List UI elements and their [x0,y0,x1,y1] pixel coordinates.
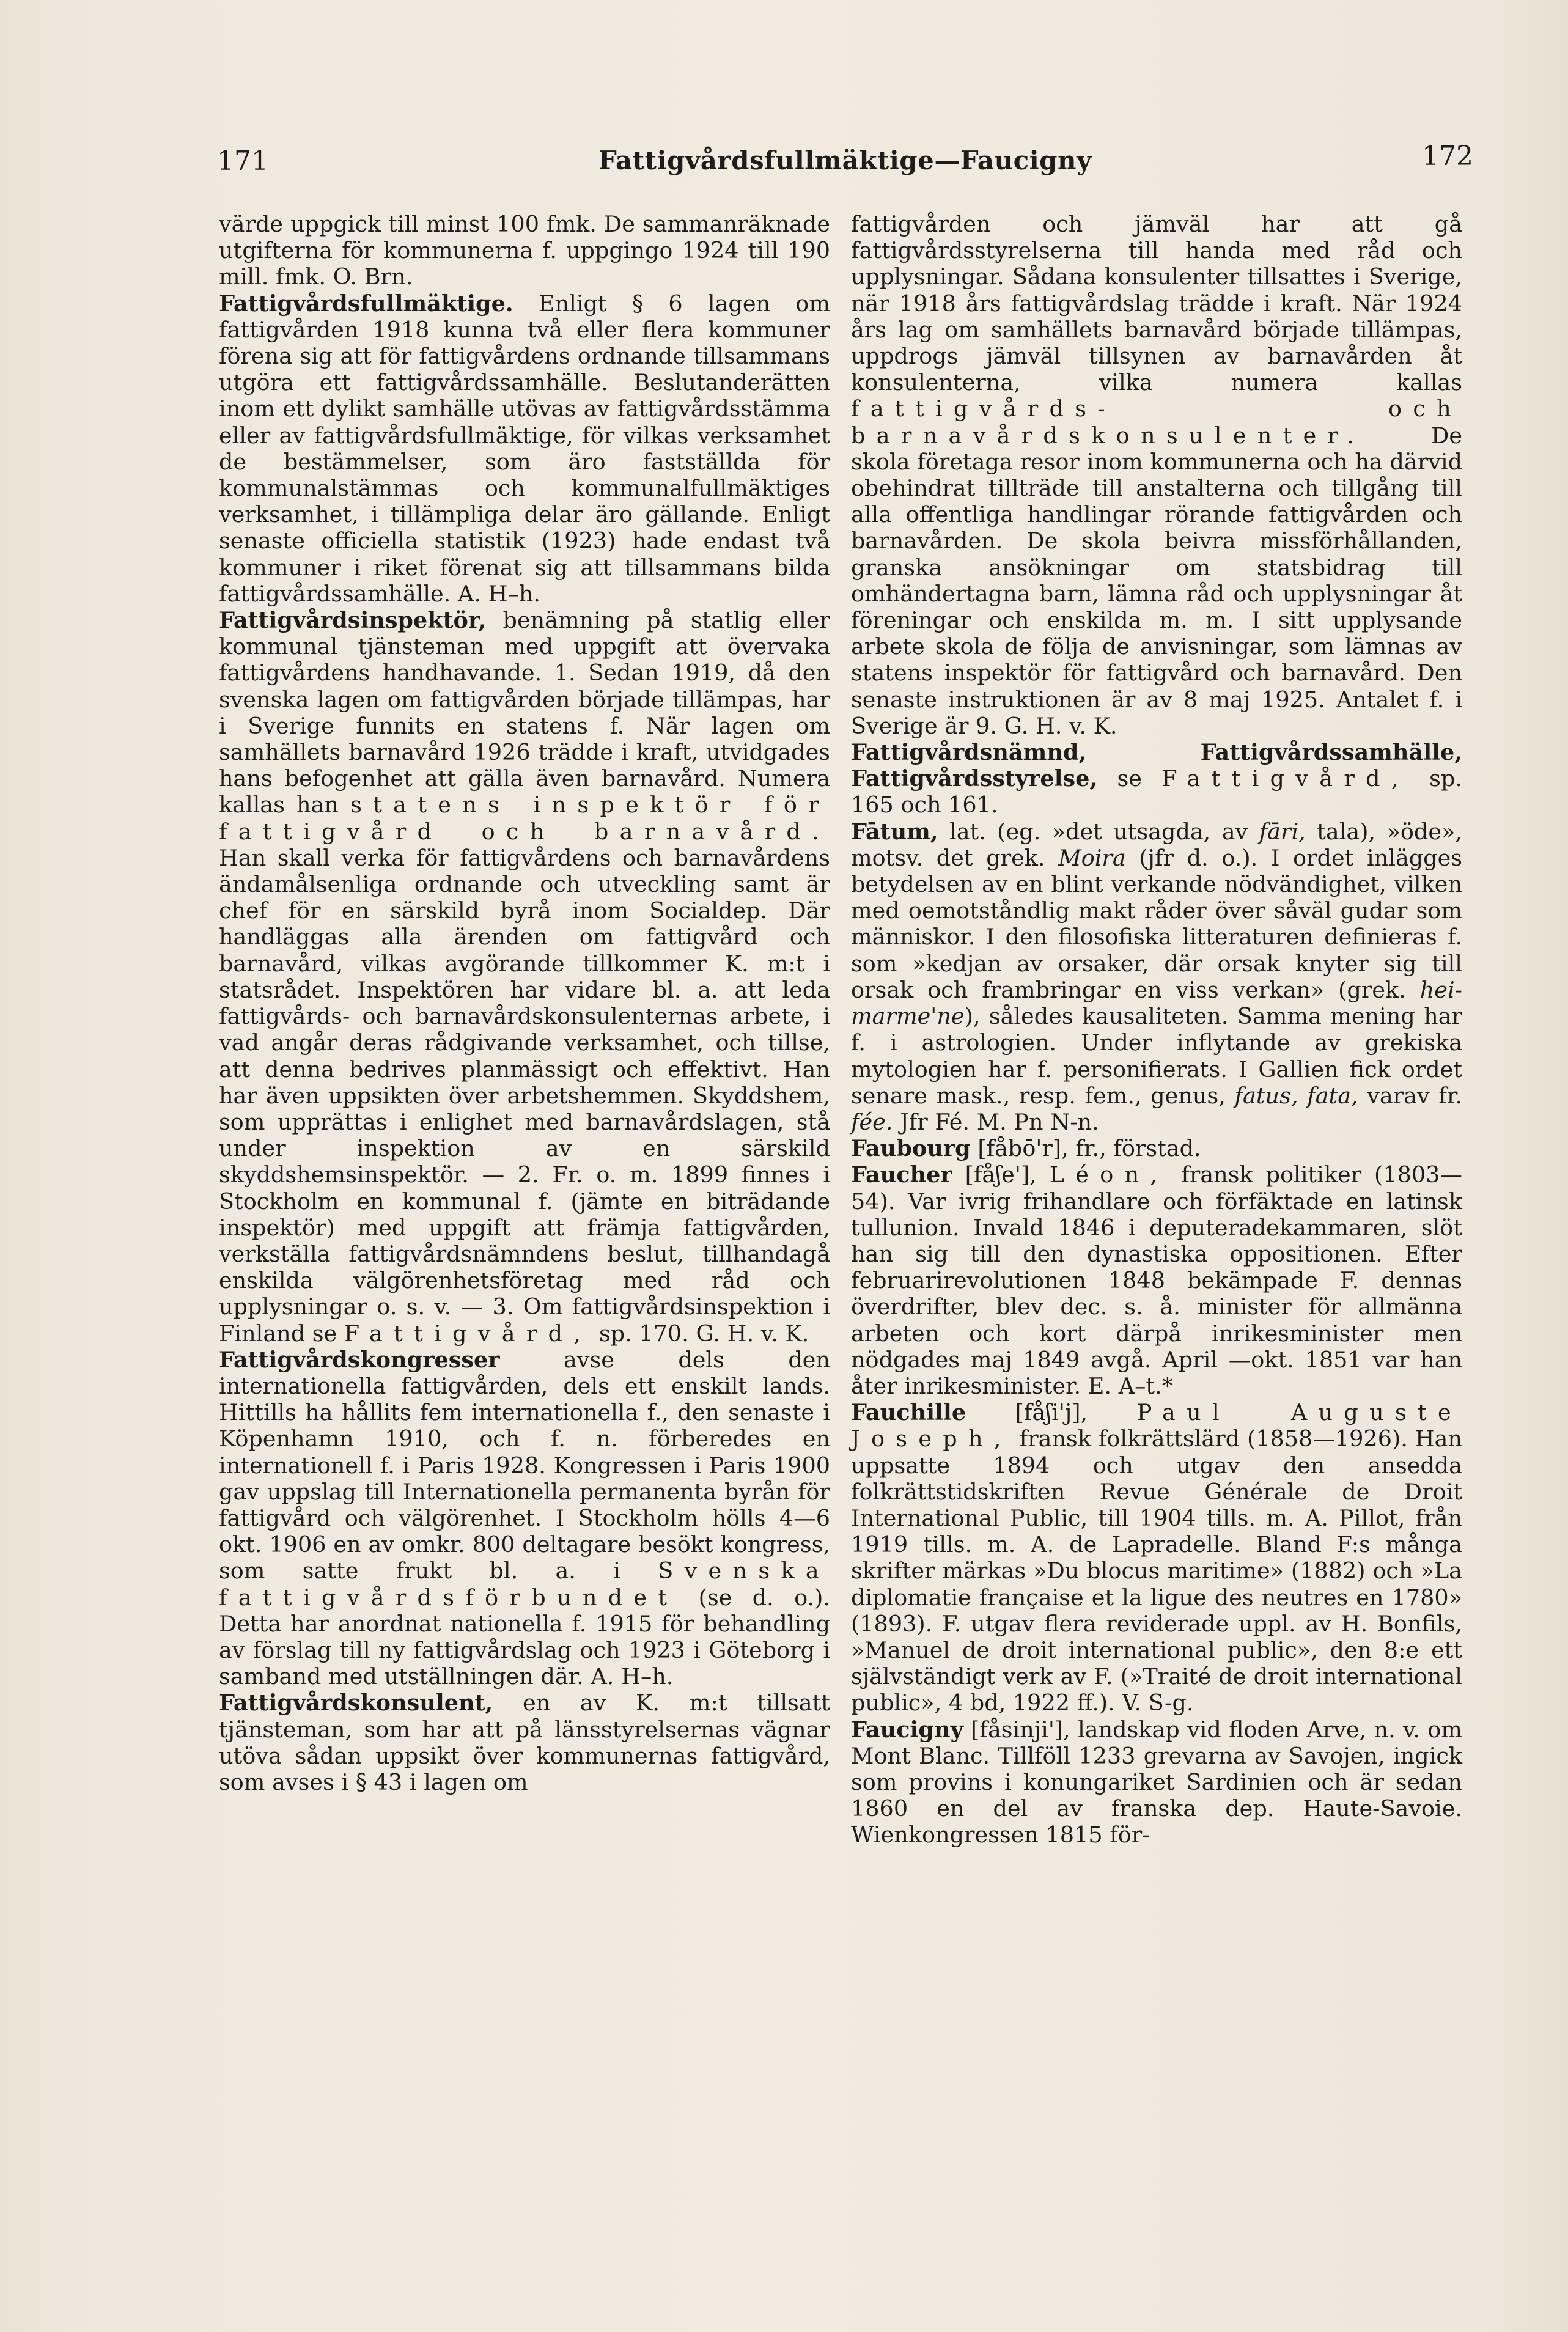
paragraph-text: fattigvården och jämväl har att gå fattigvårdsstyrelserna till handa med råd och upplysningar. Sådana konsulenter tillsattes i Sverige, när 1918 års fattigvårdslag trädde i kraft. När 1924 års lag om samhällets barnavård började tillämpas, uppdrogs jämväl tillsynen av barnavården åt konsulenterna, vilka numera kallas [851,211,1462,396]
entry-text: benämning på statlig eller kommunal tjänsteman med uppgift att övervaka fattigvårdens handhavande. 1. Sedan 1919, då den svenska lagen om fattigvården började tillämpas, har i Sverige funnits en statens f. När lagen om samhällets barnavård 1926 trädde i kraft, utvidgades hans befogenhet att gälla även barnavård. Numera kallas han [219,607,830,818]
spaced-term: Svenska fattigvårdsförbundet [219,1558,830,1611]
entry-text: avse dels den internationella fattigvården, dels ett enskilt lands. Hittills ha hållits fem internationella f., den senaste i Köpenhamn 1910, och f. n. förberedes en internationell f. i Paris 1928. Kongressen i Paris 1900 gav uppslag till Internationella permanenta byrån för fattigvård och välgörenhet. I Stockholm hölls 4—6 okt. 1906 en av omkr. 800 deltagare besökt kongress, som satte frukt bl. a. i [219,1346,830,1584]
entry-text: [fåbō'r], fr., förstad. [970,1135,1201,1162]
left-page-number: 171 [217,145,268,177]
entry-text: (jfr d. o.). I ordet inlägges betydelsen av en blint verkande nödvändighet, vilken med oemotståndlig makt råder över såväl gudar som människor. I den filosofiska litteraturen definieras f. som »kedjan av orsaker, där orsak knyter sig till orsak och frambringar en viss verkan» (grek. [851,844,1463,1003]
entry-text: [fåʃe'], [952,1161,1050,1188]
entry-faucigny [851,1716,1462,1848]
entry-headword: Fauchille [851,1399,966,1426]
entry-faubourg [851,1135,1462,1161]
spaced-term: Paul Auguste Joseph, [851,1399,1462,1452]
entry-headword: Fātum, [851,818,938,845]
entry-headword: Fattigvårdskonsulent, [219,1690,493,1716]
entry-fattigvardskongresser [219,1347,830,1690]
entry-headword: Faucigny [851,1716,963,1743]
entry-headword: Faucher [851,1161,952,1188]
entry-fattigvardsinspektor [219,607,830,1347]
spaced-term: fattigvårds- och barnavårdskonsulenter. [851,395,1462,449]
italic-term: fatus, fata, [1234,1082,1358,1109]
entry-text: lat. (eg. »det utsagda, av [938,818,1259,845]
entry-headword: Fattigvårdsnämnd, Fattigvårdssamhälle, Fattigvårdsstyrelse, [851,739,1462,792]
entry-fattigvardsnamnd [851,739,1462,818]
running-title: Fattigvårdsfullmäktige—Faucigny [598,145,1092,175]
right-page-number: 172 [1422,141,1473,172]
page-header [217,141,1473,188]
entry-text: Enligt § 6 lagen om fattigvården 1918 kunna två eller flera kommuner förena sig att för fattigvårdens ordnande tillsammans utgöra ett fattigvårdssamhälle. Beslutanderätten inom ett dylikt samhälle utövas av fattigvårdsstämma eller av fattigvårdsfullmäktige, för vilkas verksamhet de bestämmelser, som äro fastställda för kommunalstämmas och kommunalfullmäktiges verksamhet, i tillämpliga delar äro gällande. Enligt senaste officiella statistik (1923) hade endast två kommuner i riket förenat sig att tillsammans bilda fattigvårdssamhälle. A. H–h. [219,290,830,607]
entry-text: varav fr. [1358,1082,1462,1109]
entry-text: sp. 165 och 161. [851,765,1462,818]
entry-fauchille [851,1399,1462,1716]
entry-text: en av K. m:t tillsatt tjänsteman, som har att på länsstyrelsernas vägnar utöva sådan uppsikt över kommunernas fattigvård, som avses i § 43 i lagen om [219,1690,830,1795]
entry-text: [fåsinji'], landskap vid floden Arve, n. v. om Mont Blanc. Tillföll 1233 grevarna av Savojen, ingick som provins i konungariket Sardinien och är sedan 1860 en del av franska dep. Haute-Savoie. Wienkongressen 1815 för- [851,1716,1462,1848]
entry-text: Han skall verka för fattigvårdens och barnavårdens ändamålsenliga ordnande och utveckling samt är chef för en särskild byrå inom Socialdep. Där handläggas alla ärenden om fattigvård och barnavård, vilkas avgörande tillkommer K. m:t i statsrådet. Inspektören har vidare bl. a. att leda fattigvårds- och barnavårdskonsulenternas arbete, i vad angår deras rådgivande verksamhet, och tillse, att denna bedrives planmässigt och effektivt. Han har även uppsikten över arbetshemmen. Skyddshem, som upprättas i enlighet med barnavårdslagen, stå under inspektion av en särskild skyddshemsinspektör. — 2. Fr. o. m. 1899 finnes i Stockholm en kommunal f. (jämte en biträdande inspektör) med uppgift att främja fattigvården, verkställa fattigvårdsnämndens beslut, tillhandagå enskilda välgörenhetsföretag med råd och upplysningar o. s. v. — 3. Om fattigvårdsinspektion i Finland se [219,844,830,1347]
entry-text: ), således kausaliteten. Samma mening har f. i astrologien. Under inflytande av grekiska mytologien har f. personifierats. I Gallien fick ordet senare mask., resp. fem., genus, [851,1003,1462,1109]
italic-term: Moira [1058,844,1126,871]
entry-text: Jfr Fé. M. Pn N-n. [893,1108,1099,1135]
cross-reference: Fattigvård, [344,1320,592,1347]
entry-headword: Fattigvårdskongresser [219,1346,500,1373]
entry-text: (se d. o.). Detta har anordnat nationella f. 1915 för behandling av förslag till ny fattigvårdslag och 1923 i Göteborg i samband med utställningen där. A. H–h. [219,1584,830,1690]
entry-text: tala), »öde», motsv. det grek. [851,818,1462,871]
entry-text: se [1097,765,1162,792]
paragraph-text: De skola företaga resor inom kommunerna och ha därvid obehindrat tillträde till anstalterna och tillgång till alla offentliga handlingar rörande fattigvården och barnavården. De skola beivra missförhållanden, granska ansökningar om statsbidrag till omhändertagna barn, lämna råd och upplysningar åt föreningar och enskilda m. m. I sitt upplysande arbete skola de följa de anvisningar, som lämnas av statens inspektör för fattigvård och barnavård. Den senaste instruktionen är av 8 maj 1925. Antalet f. i Sverige är 9. G. H. v. K. [851,422,1462,739]
entry-headword: Fattigvårdsfullmäktige. [219,290,513,317]
entry-headword: Faubourg [851,1135,971,1162]
left-column [219,211,830,1795]
entry-fattigvardsfullmaktige [219,290,830,607]
entry-fattigvardskonsulent [219,1690,830,1795]
italic-term: fée. [851,1108,893,1135]
right-column [851,211,1462,1848]
italic-term: fāri, [1259,818,1306,845]
cross-reference: Fattigvård, [1161,765,1410,792]
continued-paragraph [219,211,830,290]
entry-headword: Fattigvårdsinspektör, [219,607,487,634]
entry-text: fransk folkrättslärd (1858—1926). Han uppsatte 1894 och utgav den ansedda folkrättstidskriften Revue Générale de Droit International Public, till 1904 tills. m. A. Pillot, från 1919 tills. m. A. de Lapradelle. Bland F:s många skrifter märkas »Du blocus maritime» (1882) och »La diplomatie française et la ligue des neutres en 1780» (1893). F. utgav flera reviderade uppl. av H. Bonfils, »Manuel de droit international public», den 8:e ett självständigt verk av F. (»Traité de droit international public», 4 bd, 1922 ff.). V. S-g. [851,1425,1462,1716]
italic-term: hei-marme'ne [851,976,1462,1030]
continued-paragraph [851,211,1462,739]
entry-text: [fåʃi'j], [966,1399,1137,1426]
entry-fatum [851,818,1462,1135]
paragraph-text: värde uppgick till minst 100 fmk. De sammanräknade utgifterna för kommunerna f. uppgingo 1924 till 190 mill. fmk. O. Brn. [219,211,830,290]
spaced-term: statens inspektör för fattigvård och barnavård. [219,792,830,845]
entry-text: fransk politiker (1803—54). Var ivrig frihandlare och förfäktade en latinsk tullunion. Invald 1846 i deputeradekammaren, slöt han sig till den dynastiska oppositionen. Efter februarirevolutionen 1848 bekämpade F. dennas överdrifter, blev dec. s. å. minister för allmänna arbeten och kort därpå inrikesminister men nödgades maj 1849 avgå. April —okt. 1851 var han åter inrikesminister. E. A–t.* [851,1161,1462,1399]
spaced-term: Léon, [1049,1161,1169,1188]
entry-text: sp. 170. G. H. v. K. [592,1320,809,1347]
entry-faucher [851,1161,1462,1399]
